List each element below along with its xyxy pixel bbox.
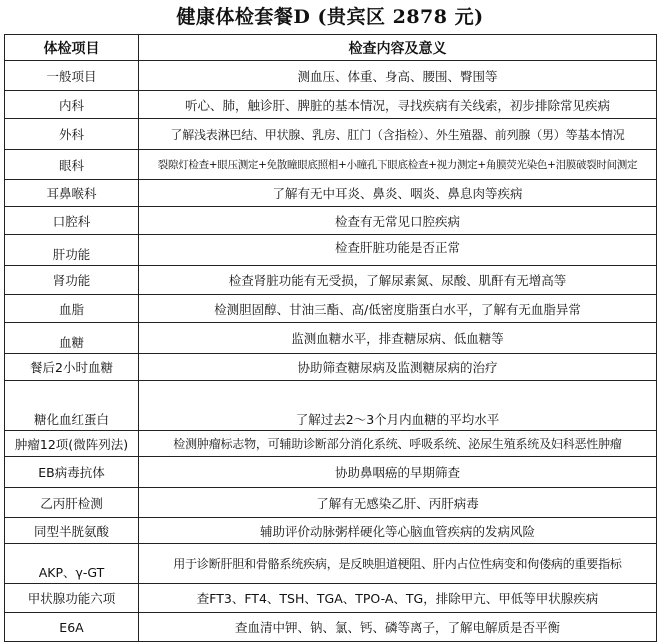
row-item: E6A [5,613,139,642]
table-row [5,381,657,431]
row-content: 协助筛查糖尿病及监测糖尿病的治疗 [139,354,657,381]
row-content: 测血压、体重、身高、腰围、臀围等 [139,61,657,91]
row-item: 血糖 [5,323,139,354]
table-row [5,584,657,613]
table-row [5,207,657,235]
header-content: 检查内容及意义 [139,35,657,61]
row-content: 了解浅表淋巴结、甲状腺、乳房、肛门（含指检）、外生殖器、前列腺（男）等基本情况 [139,119,657,150]
row-item: 糖化血红蛋白 [5,381,139,431]
table-row [5,354,657,381]
row-item: 耳鼻喉科 [5,180,139,207]
row-item: 内科 [5,91,139,119]
row-content: 检查有无常见口腔疾病 [139,207,657,235]
table-row [5,613,657,642]
row-content: 用于诊断肝胆和骨骼系统疾病，是反映胆道梗阻、肝内占位性病变和佝偻病的重要指标 [139,544,657,584]
table-row [5,119,657,150]
row-item: 肝功能 [5,235,139,266]
row-item: 眼科 [5,150,139,180]
table-row [5,488,657,518]
table-row [5,544,657,584]
row-content: 检测肿瘤标志物，可辅助诊断部分消化系统、呼吸系统、泌尿生殖系统及妇科恶性肿瘤 [139,431,657,457]
row-content: 协助鼻咽癌的早期筛查 [139,457,657,488]
row-item: 餐后2小时血糖 [5,354,139,381]
row-item: 血脂 [5,295,139,323]
table-row [5,91,657,119]
row-content: 查血清中钾、钠、氯、钙、磷等离子，了解电解质是否平衡 [139,613,657,642]
row-content: 监测血糖水平，排查糖尿病、低血糖等 [139,323,657,354]
table-row [5,266,657,295]
table-row [5,431,657,457]
table-row [5,295,657,323]
row-content: 了解有无中耳炎、鼻炎、咽炎、鼻息肉等疾病 [139,180,657,207]
row-content: 辅助评价动脉粥样硬化等心脑血管疾病的发病风险 [139,518,657,544]
table-row [5,518,657,544]
row-content: 裂隙灯检查+眼压测定+免散瞳眼底照相+小瞳孔下眼底检查+视力测定+角膜荧光染色+泪膜破裂时间测定 [139,150,657,180]
page-title: 健康体检套餐D (贵宾区 2878 元) [176,6,484,28]
row-item: 一般项目 [5,61,139,91]
row-item: 口腔科 [5,207,139,235]
table-header-row [5,35,657,61]
row-content: 了解过去2～3个月内血糖的平均水平 [139,381,657,431]
row-item: 肾功能 [5,266,139,295]
row-item: 乙丙肝检测 [5,488,139,518]
row-item: 同型半胱氨酸 [5,518,139,544]
header-item: 体检项目 [5,35,139,61]
row-content: 了解有无感染乙肝、丙肝病毒 [139,488,657,518]
table-row [5,235,657,266]
row-content: 听心、肺，触诊肝、脾脏的基本情况，寻找疾病有关线索，初步排除常见疾病 [139,91,657,119]
row-item: AKP、γ-GT [5,544,139,584]
row-content: 查FT3、FT4、TSH、TGA、TPO-A、TG，排除甲亢、甲低等甲状腺疾病 [139,584,657,613]
table-row [5,61,657,91]
table-row [5,180,657,207]
table-row [5,150,657,180]
row-item: 甲状腺功能六项 [5,584,139,613]
table-row [5,457,657,488]
row-content: 检查肝脏功能是否正常 [139,235,657,266]
row-content: 检查肾脏功能有无受损，了解尿素氮、尿酸、肌酐有无增高等 [139,266,657,295]
table-row [5,323,657,354]
row-content: 检测胆固醇、甘油三酯、高/低密度脂蛋白水平，了解有无血脂异常 [139,295,657,323]
row-item: 肿瘤12项(微阵列法) [5,431,139,457]
row-item: EB病毒抗体 [5,457,139,488]
checkup-table [4,34,657,642]
row-item: 外科 [5,119,139,150]
